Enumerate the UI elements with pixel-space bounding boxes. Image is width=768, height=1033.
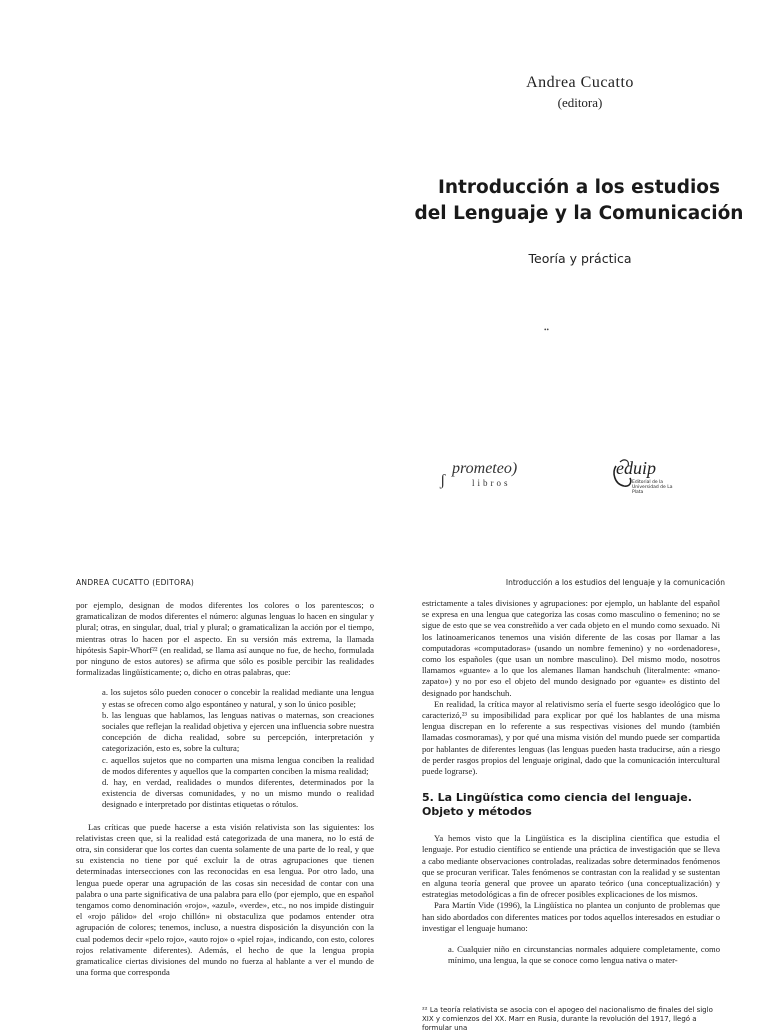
eduip-logo-name: eduip bbox=[616, 458, 656, 478]
book-title-line-1: Introducción a los estudios bbox=[437, 177, 721, 198]
quote-item: a. Cualquier niño en circunstancias normales adquiere completamente, como mínimo, una lengua, la que se conoce como lengua nativa o mater- bbox=[448, 944, 720, 966]
book-title-line-2: del Lenguaje y la Comunicación bbox=[414, 203, 744, 224]
book-title bbox=[390, 175, 768, 227]
right-paragraph-2: En realidad, la crítica mayor al relativismo sería el fuerte sesgo ideológico que lo caracterizó,²³ su imposibilidad para explicar por qué los hablantes de una misma lengua discrepan en lo referente a sus respectivas visiones del mundo (también llamadas cosmoramas), y por qué una misma visión del mundo puede ser compartida por hablantes de diferentes lenguas (las lenguas pueden hasta traducirse, aún a riesgo de perder rasgos propios del lenguaje original, dado que la comunicación intercultural puede lograrse). bbox=[422, 698, 720, 777]
author-name: Andrea Cucatto bbox=[526, 74, 634, 91]
right-paragraph-3: Ya hemos visto que la Lingüística es la disciplina científica que estudia el lenguaje. Por estudio científico se entiende una práctica de investigación que se lleva a cabo mediante observaciones controladas, realizadas sobre determinados fenómenos que se procuran verificar. Tales fenómenos se contrastan con la realidad y se sustentan en alguna teoría general que provee un aparato teórico (una conceptualización) y estrategias metodológicas a fin de ofrecer posibles explicaciones de los mismos. bbox=[422, 833, 720, 900]
list-item: c. aquellos sujetos que no comparten una misma lengua conciben la realidad de modos diferentes y aquellos que la comparten conciben la misma realidad; bbox=[102, 754, 374, 776]
book-subtitle: Teoría y práctica bbox=[528, 251, 632, 266]
eduip-logo bbox=[610, 456, 680, 498]
list-item: d. hay, en verdad, realidades o mundos diferentes, determinados por la existencia de diversas comunidades, y no un mismo mundo o realidad designado e interpretado por distintas etiquetas o rótulos. bbox=[102, 777, 374, 810]
list-item: a. los sujetos sólo pueden conocer o concebir la realidad mediante una lengua y estas se ofrecen como algo espontáneo y natural, y son lo único posible; bbox=[102, 687, 374, 709]
right-paragraph-4: Para Martín Vide (1996), la Lingüística no plantea un conjunto de problemas que han sido abordados con diferentes matices por todos aquellos interesados en estudiar o investigar el lenguaje humano: bbox=[422, 900, 720, 933]
footnote: ²² La teoría relativista se asocia con el apogeo del nacionalismo de finales del siglo XIX y comienzos del XX. Marr en Rusia, durante la revolución del 1917, llegó a formular una bbox=[422, 1006, 713, 1032]
prometeo-swirl-icon: ʃ bbox=[440, 472, 446, 489]
right-paragraph-1: estrictamente a tales divisiones y agrupaciones: por ejemplo, un hablante del español se expresa en una lengua que categoriza las cosas como masculino o femenino; no se sigue de esto que se vea constreñido a ver cada objeto en el mundo como sexuado. Ni los latinoamericanos tenemos una visión diferente de las cosas por llamar a las computadoras «computadoras» (usando un nombre femenino) y no «ordenadores», como los españoles (que usan un nombre masculino). Del mismo modo, nosotros llamamos «guante» a lo que los alemanes llaman handschuh (literalmente: «mano-zapato») y no por eso el objeto del mundo designado por «guante» es distinto del designado por handschuh. bbox=[422, 598, 720, 698]
running-head-right: Introducción a los estudios del lenguaje y la comunicación bbox=[505, 578, 725, 587]
left-column bbox=[76, 600, 374, 979]
section-heading: 5. La Lingüística como ciencia del lenguaje. Objeto y métodos bbox=[422, 791, 692, 819]
right-column bbox=[422, 598, 720, 966]
left-paragraph-1: por ejemplo, designan de modos diferentes los colores o los parentescos; o gramaticalizan de modos diferentes el número: algunas lenguas lo hacen en singular y plural; otras, en singular, dual, trial y plural; o gramaticalizan la acción por el tiempo, mientras otras lo hacen por el aspecto. En su versión más extrema, la llamada hipótesis Sapir-Whorf²² (en realidad, se llama así aunque no fue, de hecho, formulada por ninguno de estos autores) se afirma que sólo es posible percibir las realidades formalizadas lingüísticamente; o, dicho en otras palabras, que: bbox=[76, 600, 374, 678]
list-item: b. las lenguas que hablamos, las lenguas nativas o maternas, son creaciones sociales que reflejan la realidad objetiva y ejercen una influencia sobre nuestra concepción de dicha realidad, sobre su percepción, interpretación y categorización, esto es, sobre la cultura; bbox=[102, 709, 374, 754]
prometeo-logo-sub: libros bbox=[472, 478, 511, 488]
left-paragraph-2: Las críticas que puede hacerse a esta visión relativista son las siguientes: los relativistas creen que, si la realidad está categorizada de una manera, no lo está de otra, sin considerar que los cortes dan cuenta solamente de una parte de lo real, y que su existencia no tiene por qué excluir la de otras agrupaciones que tienen determinadas intersecciones con las reconocidas en esa lengua. Por otro lado, una lengua puede operar una agrupación de las cosas sin necesidad de contar con una palabra o una parte significativa de una palabra para ello (por ejemplo, que en español tengamos como denominación «rojo», «azul», «verde», etc., no nos impide distinguir el «rojo pálido» del «rojo chillón» ni obstaculiza que podamos entender otra agrupación de colores; tenemos, incluso, a nuestra disposición la disyunción con la cual podemos decir «pelo rojo», «auto rojo» o «piel roja», indicando, con esto, colores rojos relativamente diferentes). Además, el hecho de que la lengua propia gramaticalice ciertas divisiones del mundo no fuerza al hablante a ver el mundo de una forma que corresponda bbox=[76, 821, 374, 978]
running-head-left: ANDREA CUCATTO (EDITORA) bbox=[76, 578, 195, 587]
decorative-mark: •• bbox=[544, 326, 549, 334]
eduip-logo-sub: Editorial de la Universidad de La Plata bbox=[632, 480, 673, 495]
prometeo-logo-name: prometeo) bbox=[452, 460, 518, 477]
hypothesis-list bbox=[102, 687, 374, 810]
editor-note: (editora) bbox=[557, 95, 603, 110]
prometeo-logo bbox=[438, 458, 548, 494]
